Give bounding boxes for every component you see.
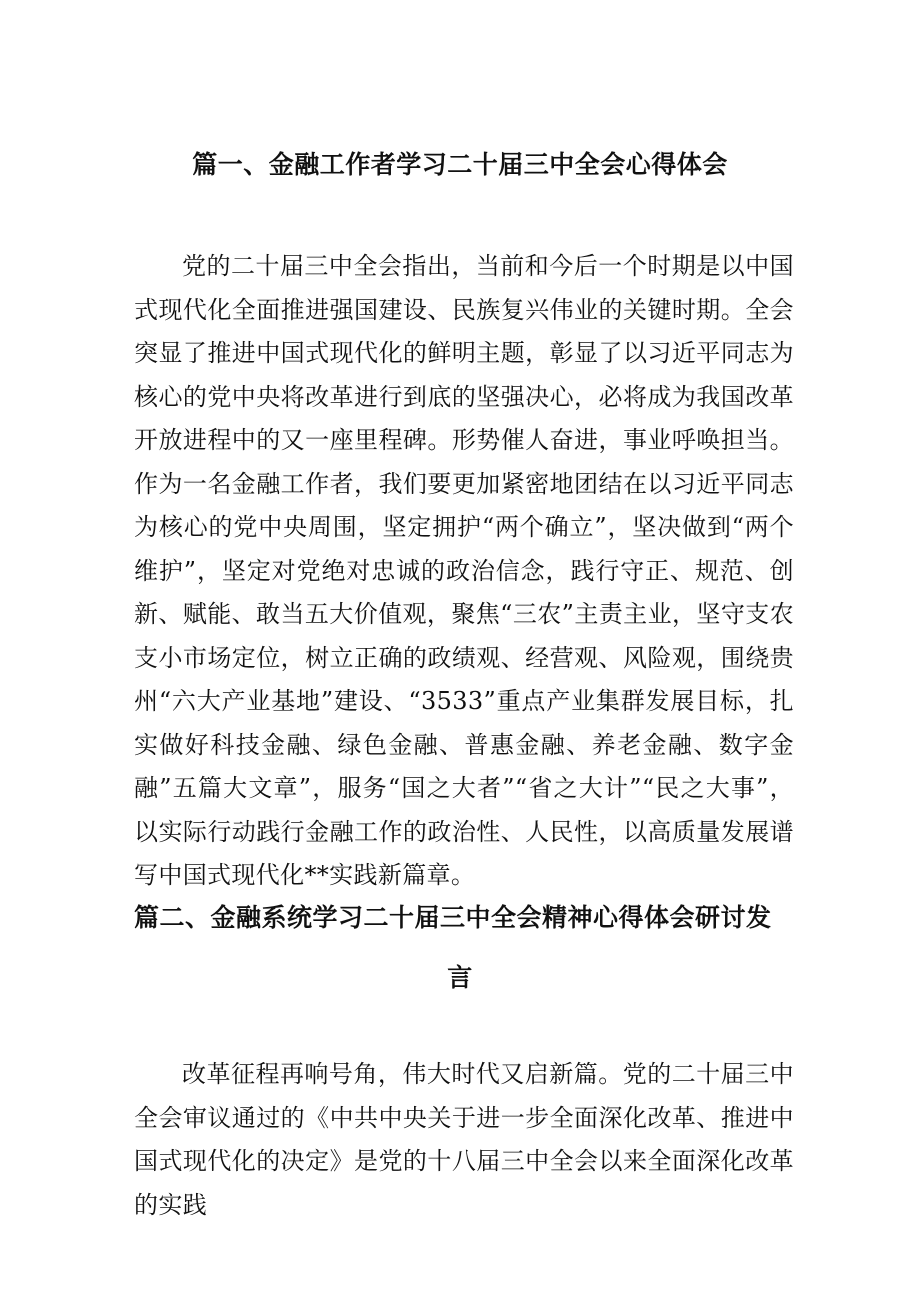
article-2-paragraph: 改革征程再响号角，伟大时代又启新篇。党的二十届三中全会审议通过的《中共中央关于进一步全面深化改革、推进中国式现代化的决定》是党的十八届三中全会以来全面深化改革的实践 xyxy=(134,1060,794,1219)
article-2-title-line-2: 言 xyxy=(447,963,473,992)
article-1-paragraph: 党的二十届三中全会指出，当前和今后一个时期是以中国式现代化全面推进强国建设、民族复兴伟业的关键时期。全会突显了推进中国式现代化的鲜明主题，彰显了以习近平同志为核心的党中央将改革进行到底的坚强决心，必将成为我国改革开放进程中的又一座里程碑。形势催人奋进，事业呼唤担当。作为一名金融工作者，我们要更加紧密地团结在以习近平同志为核心的党中央周围，坚定拥护“两个确立”，坚决做到“两个维护”，坚定对党绝对忠诚的政治信念，践行守正、规范、创新、赋能、敢当五大价值观，聚焦“三农”主责主业，坚守支农支小市场定位，树立正确的政绩观、经营观、风险观，围绕贵州“六大产业基地”建设、“3533”重点产业集群发展目标，扎实做好科技金融、绿色金融、普惠金融、养老金融、数字金融”五篇大文章”，服务“国之大者”“省之大计”“民之大事”，以实际行动践行金融工作的政治性、人民性，以高质量发展谱写中国式现代化**实践新篇章。 xyxy=(134,252,794,889)
article-2-title-line-1: 篇二、金融系统学习二十届三中全会精神心得体会研讨发 xyxy=(134,903,772,932)
article-1-title: 篇一、金融工作者学习二十届三中全会心得体会 xyxy=(192,150,728,179)
